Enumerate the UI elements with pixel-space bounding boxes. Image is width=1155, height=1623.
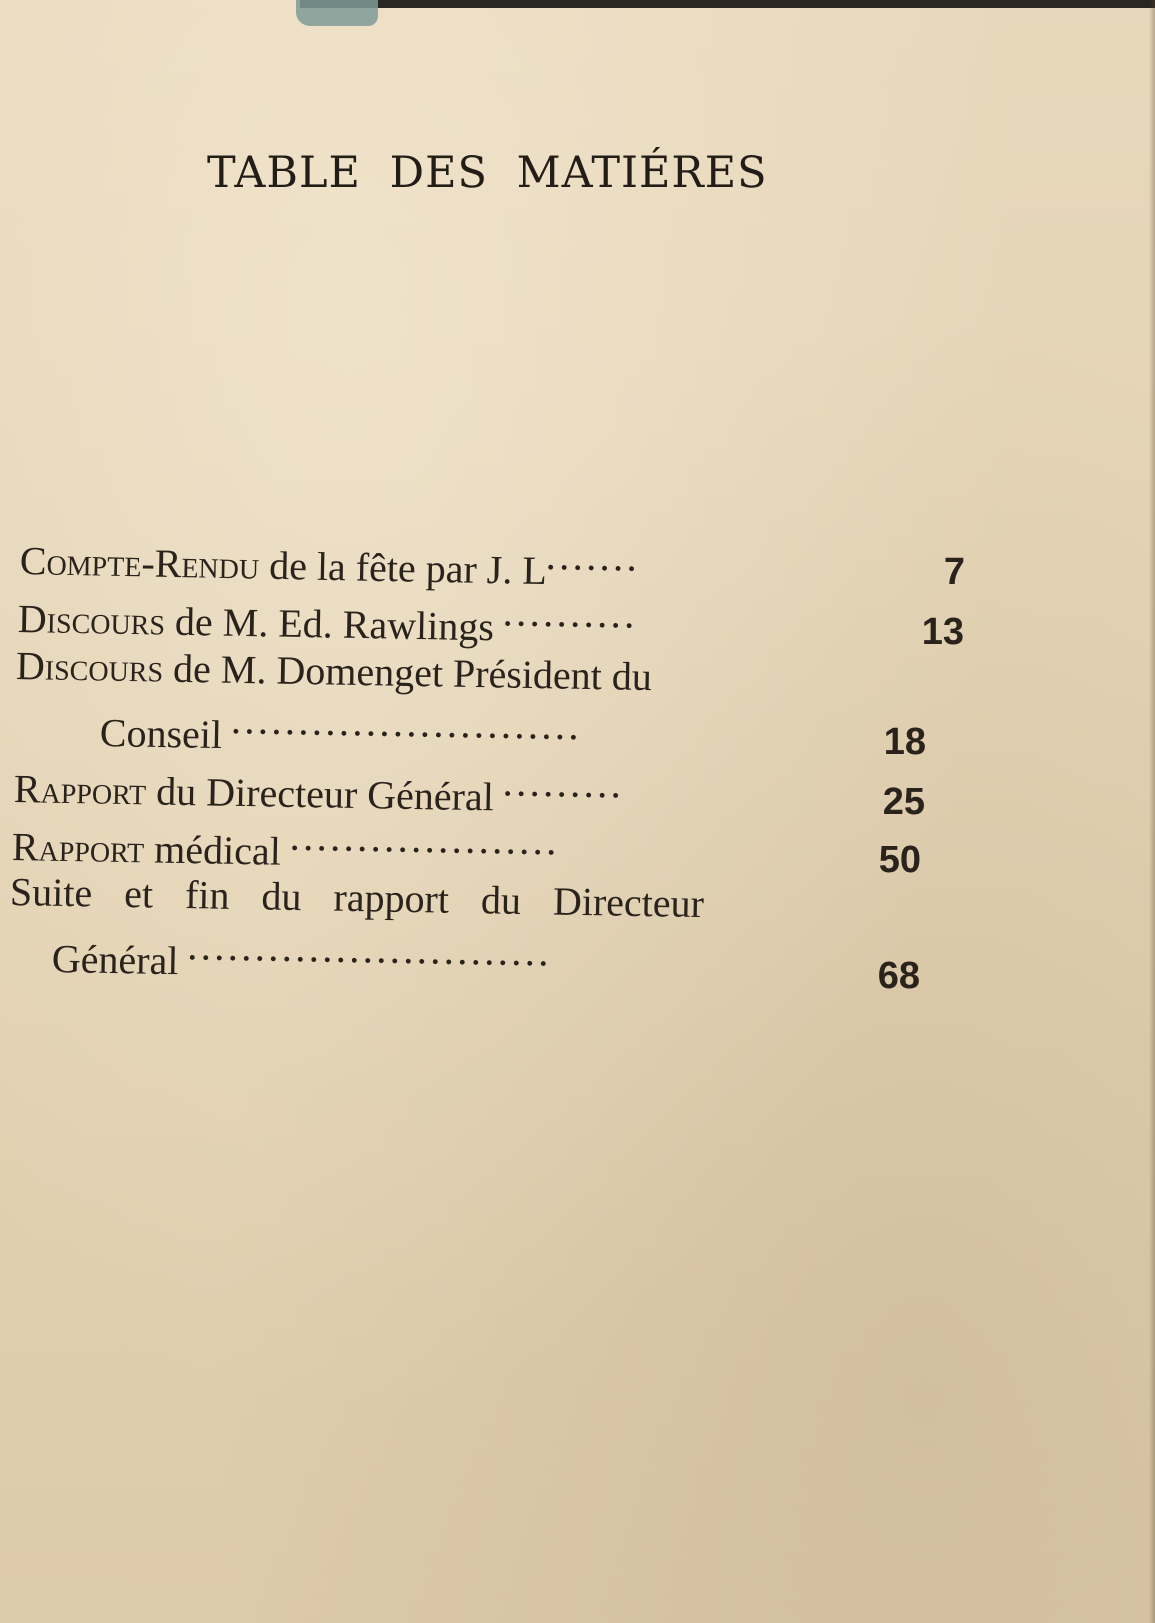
toc-entry-lead: Rapport <box>13 766 147 814</box>
toc-entry-suite-rapport[interactable] <box>10 868 705 928</box>
toc-entry-lead: Discours <box>17 596 166 644</box>
toc-entry-discours-domenget-cont[interactable] <box>99 698 583 765</box>
dot-leader: .......................... <box>232 707 584 747</box>
toc-entry-suite-rapport-cont[interactable] <box>51 924 553 992</box>
page-number: 7 <box>943 551 965 593</box>
toc-entry-lead: Discours <box>15 643 164 691</box>
page-number: 18 <box>883 721 926 763</box>
toc-entry-lead: Rapport <box>11 824 145 872</box>
page-title: TABLE DES MATIÉRES <box>207 148 768 198</box>
page-number: 25 <box>882 781 925 823</box>
dot-leader: .......... <box>503 599 640 635</box>
dot-leader: ....... <box>546 543 642 578</box>
page-number: 13 <box>921 611 964 653</box>
dot-leader: .................... <box>290 823 562 862</box>
toc-entry-text: médical <box>143 826 292 874</box>
toc-entry-text: de la fête par J. L <box>258 542 548 594</box>
toc-entry-text: Suite et fin du rapport du Directeur <box>9 869 705 927</box>
toc-entry-text: du Directeur Général <box>145 768 505 820</box>
toc-entry-text: Conseil <box>99 710 233 758</box>
toc-entry-text: de M. Domenget Président du <box>162 645 653 700</box>
toc-entry-lead: Compte-Rendu <box>19 538 260 588</box>
dot-leader: ......... <box>503 769 626 805</box>
page-number: 68 <box>877 955 920 997</box>
toc-entry-discours-domenget[interactable] <box>16 642 653 701</box>
dot-leader: ........................... <box>188 933 554 973</box>
toc-entry-text: Général <box>51 936 189 984</box>
page-number: 50 <box>878 839 921 881</box>
toc-entry-text: de M. Ed. Rawlings <box>164 598 505 650</box>
